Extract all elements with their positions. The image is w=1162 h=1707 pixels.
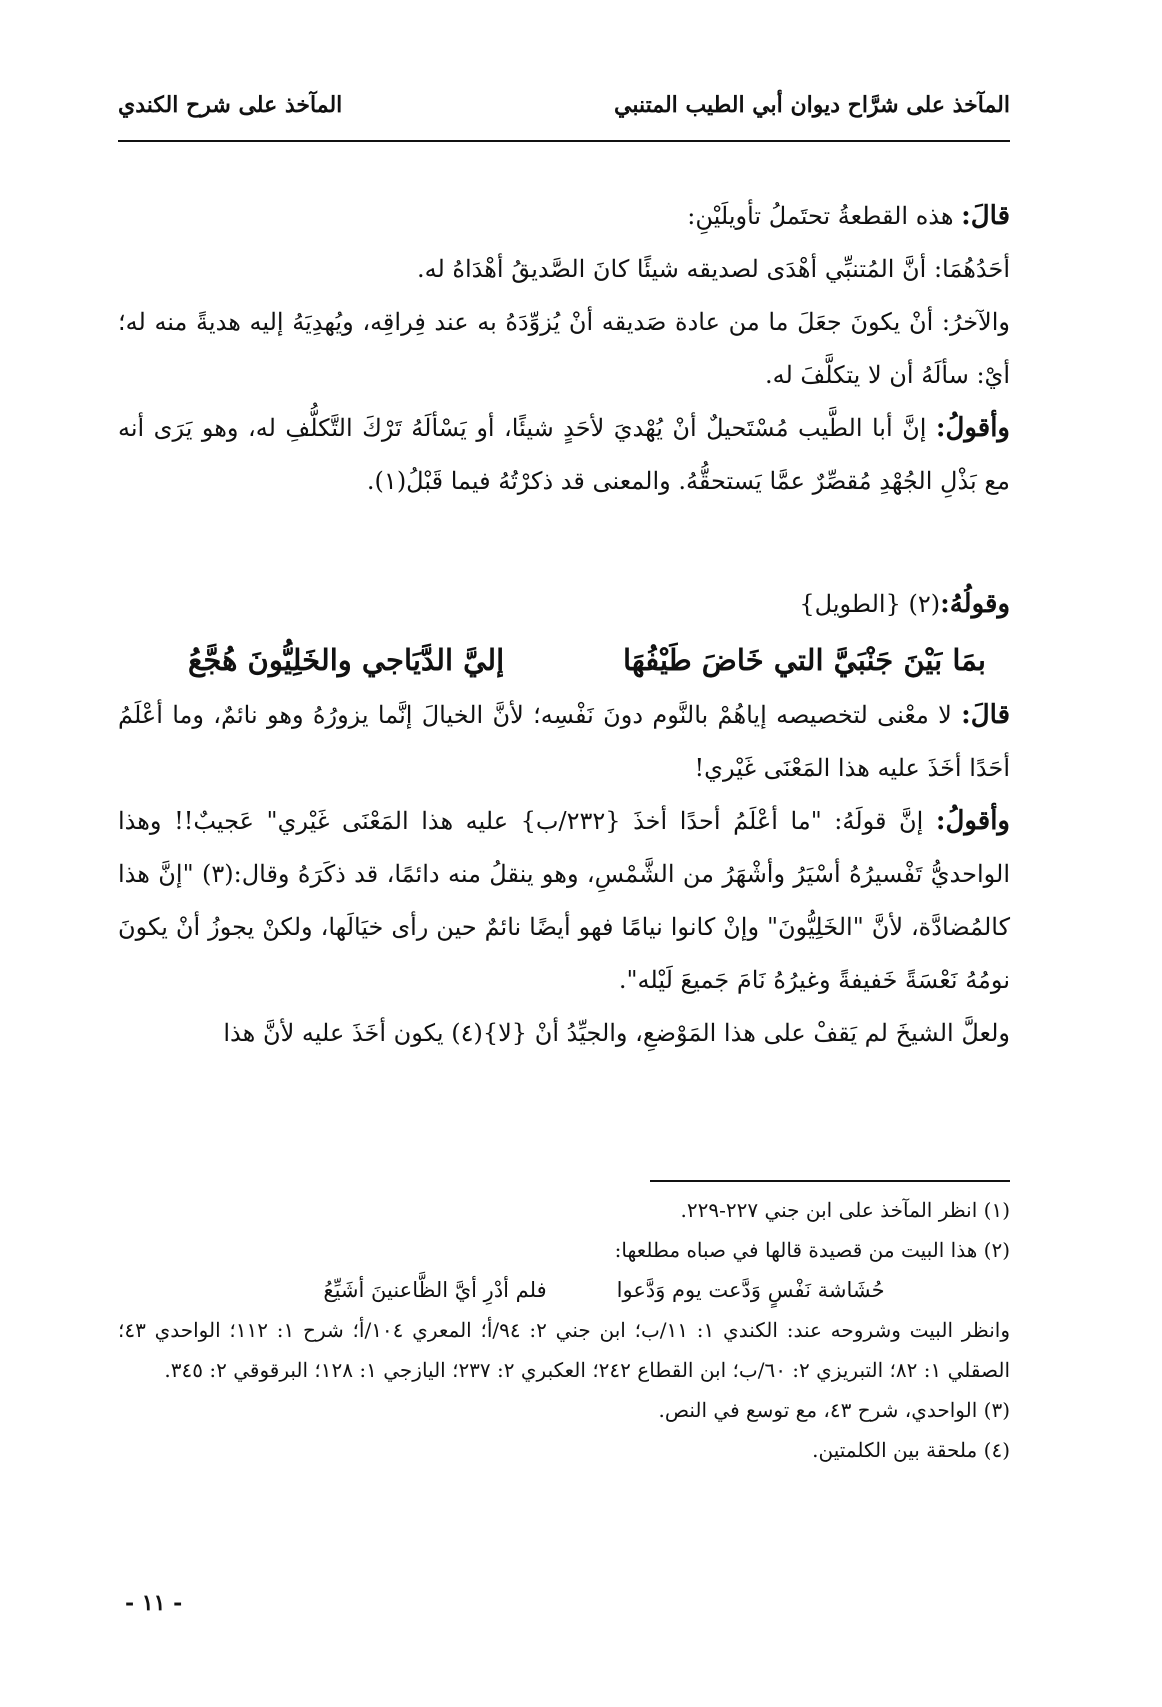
- verse-meter: (٢) {الطويل}: [799, 590, 941, 618]
- paragraph-lead: قالَ:: [961, 201, 1010, 231]
- header-rule: [118, 140, 1010, 142]
- paragraph-continuation: [118, 1007, 1010, 1060]
- paragraph-text: إنَّ أبا الطَّيب مُسْتَحيلٌ أنْ يُهْديَ لأحَدٍ شيئًا، أو يَسْألَهُ تَرْكَ التَّكلُّفِ له، وهو يَرَى أنه مع بَذْلِ الجُهْدِ مُقصِّرٌ عمَّا يَستحقُّهُ. والمعنى قد ذكرْتُهُ فيما قَبْلُ(١).: [118, 414, 1010, 495]
- chapter-title: المآخذ على شرح الكندي: [118, 92, 343, 118]
- verse-intro-lead: وقولُهُ:: [940, 589, 1010, 619]
- paragraph-lead: وأقولُ:: [935, 806, 1010, 836]
- footnote-3: (٣) الواحدي، شرح ٤٣، مع توسع في النص.: [658, 1398, 1010, 1422]
- footnote-rule: [650, 1180, 1010, 1182]
- running-header: [118, 92, 1010, 118]
- paragraph-lead: وأقولُ:: [935, 413, 1010, 443]
- verse-intro: [118, 578, 1010, 631]
- paragraph-qala-2: [118, 689, 1010, 795]
- paragraph-text: أحَدُهُمَا: أنَّ المُتنبِّي أهْدَى لصديقه شيئًا كانَ الصَّديقُ أهْدَاهُ له.: [416, 255, 1010, 283]
- paragraph-text: لا معْنى لتخصيصه إياهُمْ بالنَّوم دونَ نَفْسِه؛ لأنَّ الخيالَ إنَّما يزورُهُ وهو نائمٌ، وما أعْلَمُ أحَدًا أخَذَ عليه هذا المَعْنَى غَيْري!: [118, 701, 1010, 782]
- main-text: [118, 190, 1010, 1060]
- verse-first-hemistich: بمَا بَيْنَ جَنْبَيَّ التي خَاضَ طَيْفُهَا: [623, 643, 986, 677]
- paragraph-first-interpretation: [118, 243, 1010, 296]
- footnote-2-references: وانظر البيت وشروحه عند: الكندي ١: ١١/ب؛ ابن جني ٢: ٩٤/أ؛ المعري ١٠٤/أ؛ شرح ١: ١١٢؛ الواحدي ٤٣؛ الصقلي ١: ٨٢؛ التبريزي ٢: ٦٠/ب؛ ابن القطاع ٢٤٢؛ العكبري ٢: ٢٣٧؛ اليازجي ١: ١٢٨؛ البرقوقي ٢: ٣٤٥.: [118, 1318, 1010, 1382]
- section-gap: [118, 508, 1010, 578]
- paragraph-text: ولعلَّ الشيخَ لم يَقفْ على هذا المَوْضعِ، والجيِّدُ أنْ {لا}(٤) يكون أخَذَ عليه لأنَّ هذا: [223, 1019, 1010, 1047]
- footnote-verse-second: فلم أدْرِ أيَّ الظَّاعنينَ أشَيِّعُ: [323, 1278, 547, 1302]
- poem-verse: [118, 631, 1010, 689]
- verse-second-hemistich: إليَّ الدَّيَاجي والخَلِيُّونَ هُجَّعُ: [188, 643, 505, 677]
- book-title: المآخذ على شرَّاح ديوان أبي الطيب المتنبي: [614, 92, 1010, 118]
- page-number: - ١١ -: [125, 1590, 183, 1616]
- paragraph-text: والآخرُ: أنْ يكونَ جعَلَ ما من عادة صَديقه أنْ يُزوِّدَهُ به عند فِراقِه، ويُهدِيَهُ إليه هديةً منه له؛ أيْ: سألَهُ أن لا يتكلَّفَ له.: [118, 308, 1010, 389]
- paragraph-text: هذه القطعةُ تحتَملُ تأويلَيْنِ:: [687, 202, 962, 230]
- footnote-2-verse: [118, 1270, 1010, 1310]
- paragraph-aqulu-1: [118, 402, 1010, 508]
- paragraph-aqulu-2: [118, 795, 1010, 1007]
- paragraph-text: إنَّ قولَهُ: "ما أعْلَمُ أحدًا أخذَ {٢٣٢/ب} عليه هذا المَعْنَى غَيْري" عَجيبٌ!! وهذا الواحديُّ تَفْسيرُهُ أسْيَرُ وأشْهَرُ من الشَّمْسِ، وهو ينقلُ منه دائمًا، قد ذكَرَهُ وقال:(٣) "إنَّ هذا كالمُضادَّة، لأنَّ "الخَلِيُّونَ" وإنْ كانوا نيامًا فهو أيضًا نائمٌ حين رأى خيَالَها، ولكنْ يجوزُ أنْ يكونَ نومُهُ نَعْسَةً خَفيفةً وغيرُهُ نَامَ جَميعَ لَيْله".: [118, 807, 1010, 994]
- footnote-4: (٤) ملحقة بين الكلمتين.: [812, 1438, 1010, 1462]
- footnote-verse-first: حُشَاشة نَفْسٍ وَدَّعت يوم وَدَّعوا: [616, 1278, 885, 1302]
- paragraph-lead: قالَ:: [961, 700, 1010, 730]
- footnote-1: (١) انظر المآخذ على ابن جني ٢٢٧-٢٢٩.: [680, 1198, 1010, 1222]
- footnotes: [118, 1190, 1010, 1470]
- footnote-2: (٢) هذا البيت من قصيدة قالها في صباه مطلعها:: [614, 1238, 1010, 1262]
- paragraph-second-interpretation: [118, 296, 1010, 402]
- paragraph-qala-1: [118, 190, 1010, 243]
